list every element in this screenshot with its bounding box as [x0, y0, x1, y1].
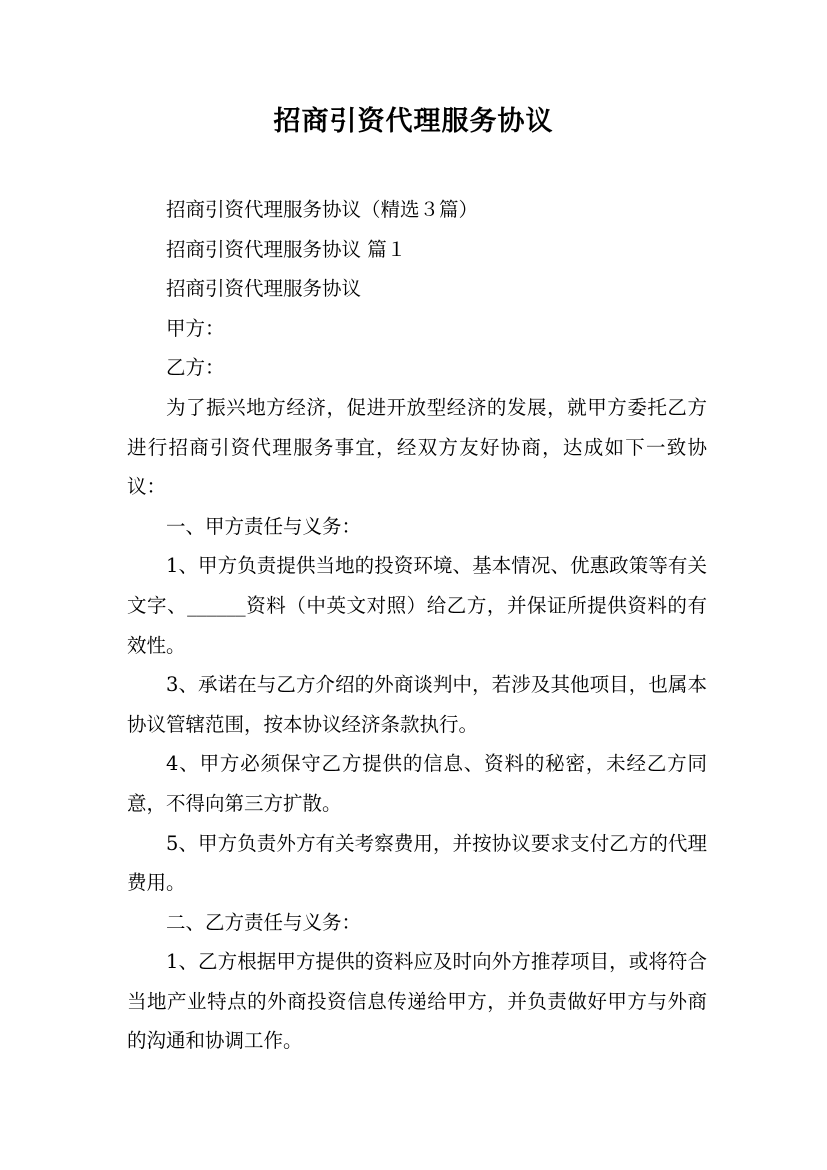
- clause-b-1: 1、乙方根据甲方提供的资料应及时向外方推荐项目，或将符合当地产业特点的外商投资信息传递给甲方，并负责做好甲方与外商的沟通和协调工作。: [127, 950, 707, 1053]
- clause-a-3: 3、承诺在与乙方介绍的外商谈判中，若涉及其他项目，也属本协议管辖范围，按本协议经济条款执行。: [127, 673, 707, 736]
- clause-a-4: 4、甲方必须保守乙方提供的信息、资料的秘密，未经乙方同意，不得向第三方扩散。: [127, 752, 707, 815]
- document-body: [127, 190, 707, 1061]
- paragraph-party-a: 甲方：: [166, 316, 225, 340]
- section-heading-party-b-duties: 二、乙方责任与义务：: [166, 910, 362, 934]
- paragraph-party-b: 乙方：: [166, 356, 225, 380]
- section-heading-party-a-duties: 一、甲方责任与义务：: [166, 514, 362, 538]
- paragraph-agreement-name: 招商引资代理服务协议: [166, 277, 362, 301]
- paragraph-subtitle: 招商引资代理服务协议（精选３篇）: [166, 198, 479, 221]
- paragraph-preamble: 为了振兴地方经济，促进开放型经济的发展，就甲方委托乙方进行招商引资代理服务事宜，经双方友好协商，达成如下一致协议：: [127, 395, 707, 499]
- document-title: 招商引资代理服务协议: [273, 106, 554, 137]
- clause-a-1: 1、甲方负责提供当地的投资环境、基本情况、优惠政策等有关文字、______资料（中英文对照）给乙方，并保证所提供资料的有效性。: [127, 554, 707, 657]
- clause-a-5: 5、甲方负责外方有关考察费用，并按协议要求支付乙方的代理费用。: [127, 831, 707, 895]
- paragraph-part-heading: 招商引资代理服务协议 篇１: [166, 237, 407, 261]
